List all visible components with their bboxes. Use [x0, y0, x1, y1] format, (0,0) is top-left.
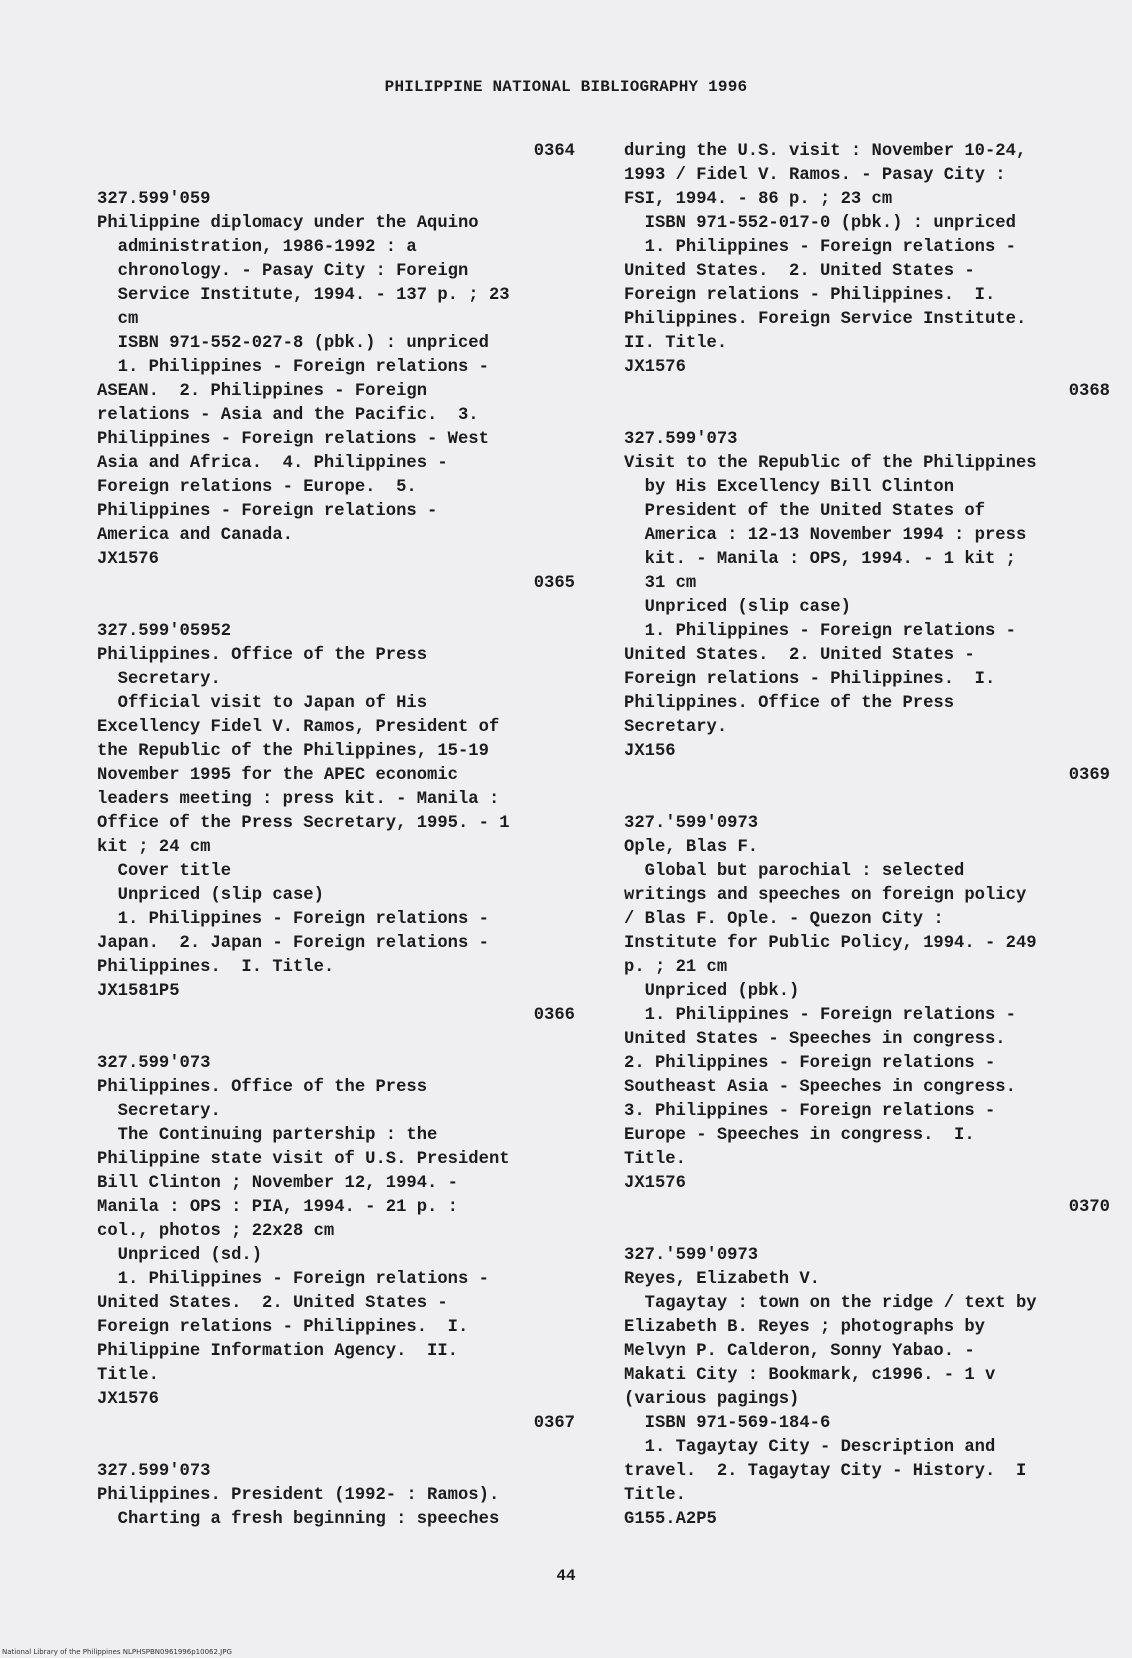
entry-line: Foreign relations - Philippines. I.: [97, 1318, 469, 1337]
entry-line: p. ; 21 cm: [624, 958, 728, 977]
bibliography-entry: [97, 572, 579, 1004]
right-column: [624, 140, 1114, 1532]
entry-line: America and Canada.: [97, 526, 293, 545]
entry-line: Philippines. Office of the Press: [624, 694, 955, 713]
entry-line: Cover title: [97, 862, 232, 881]
entry-line: 1. Tagaytay City - Description and: [624, 1438, 996, 1457]
entry-line: Philippine state visit of U.S. President: [97, 1150, 510, 1169]
entry-line: Philippines - Foreign relations -: [97, 502, 438, 521]
entry-line: Unpriced (pbk.): [624, 982, 800, 1001]
entry-line: Makati City : Bookmark, c1996. - 1 v: [624, 1366, 996, 1385]
entry-line: Official visit to Japan of His: [97, 694, 428, 713]
entry-line: the Republic of the Philippines, 15-19: [97, 742, 489, 761]
entry-line: administration, 1986-1992 : a: [97, 238, 417, 257]
entry-line: 1. Philippines - Foreign relations -: [624, 1006, 1016, 1025]
entry-line: II. Title.: [624, 334, 728, 353]
entry-line: United States. 2. United States -: [624, 262, 975, 281]
entry-line: JX1576: [97, 1390, 159, 1409]
entry-line: Foreign relations - Philippines. I.: [624, 286, 996, 305]
entry-line: United States - Speeches in congress.: [624, 1030, 1006, 1049]
entry-line: Title.: [624, 1150, 686, 1169]
entry-line: Bill Clinton ; November 12, 1994. -: [97, 1174, 458, 1193]
entry-line: 327.599'073: [97, 1054, 211, 1073]
entry-line: Tagaytay : town on the ridge / text by: [624, 1294, 1037, 1313]
entry-line: Reyes, Elizabeth V.: [624, 1270, 820, 1289]
entry-line: JX1576: [624, 358, 686, 377]
entry-line: Philippines. President (1992- : Ramos).: [97, 1486, 500, 1505]
entry-line: Secretary.: [624, 718, 728, 737]
entry-line: during the U.S. visit : November 10-24,: [624, 142, 1027, 161]
entry-line: Melvyn P. Calderon, Sonny Yabao. -: [624, 1342, 975, 1361]
entry-line: Title.: [97, 1366, 159, 1385]
entry-line: Title.: [624, 1486, 686, 1505]
bibliography-entry: [97, 1412, 579, 1532]
entry-line: JX1576: [97, 550, 159, 569]
entry-line: Institute for Public Policy, 1994. - 249: [624, 934, 1037, 953]
entry-line: The Continuing partership : the: [97, 1126, 438, 1145]
entry-line: 327.599'073: [97, 1462, 211, 1481]
entry-number: 0369: [1068, 766, 1110, 785]
entry-line: 3. Philippines - Foreign relations -: [624, 1102, 996, 1121]
entry-spacer: [97, 164, 579, 188]
entry-line: Philippines. I. Title.: [97, 958, 335, 977]
entry-spacer: [97, 596, 579, 620]
entry-line: Philippines - Foreign relations - West: [97, 430, 489, 449]
entry-line: Philippines. Office of the Press: [97, 646, 428, 665]
entry-line: Manila : OPS : PIA, 1994. - 21 p. :: [97, 1198, 458, 1217]
entry-line: Foreign relations - Europe. 5.: [97, 478, 417, 497]
entry-line: Global but parochial : selected: [624, 862, 965, 881]
scan-credit: National Library of the Philippines NLPHSPBN0961996p10062.JPG: [2, 1648, 232, 1656]
entry-spacer: [624, 788, 1114, 812]
entry-line: 1. Philippines - Foreign relations -: [97, 358, 489, 377]
entry-line: Japan. 2. Japan - Foreign relations -: [97, 934, 489, 953]
entry-line: Ople, Blas F.: [624, 838, 759, 857]
entry-line: 327.'599'0973: [624, 1246, 759, 1265]
bibliography-entry: [624, 140, 1114, 380]
entry-line: ASEAN. 2. Philippines - Foreign: [97, 382, 428, 401]
entry-line: ISBN 971-552-017-0 (pbk.) : unpriced: [624, 214, 1016, 233]
entry-line: Elizabeth B. Reyes ; photographs by: [624, 1318, 985, 1337]
entry-line: 1993 / Fidel V. Ramos. - Pasay City :: [624, 166, 1006, 185]
entry-line: cm: [97, 310, 139, 329]
entry-line: Philippines. Office of the Press: [97, 1078, 428, 1097]
entry-line: Service Institute, 1994. - 137 p. ; 23: [97, 286, 510, 305]
entry-line: kit ; 24 cm: [97, 838, 211, 857]
entry-line: / Blas F. Ople. - Quezon City :: [624, 910, 944, 929]
entry-line: Asia and Africa. 4. Philippines -: [97, 454, 448, 473]
entry-line: FSI, 1994. - 86 p. ; 23 cm: [624, 190, 893, 209]
entry-line: Charting a fresh beginning : speeches: [97, 1510, 500, 1529]
entry-line: Unpriced (slip case): [97, 886, 324, 905]
entry-line: November 1995 for the APEC economic: [97, 766, 458, 785]
entry-line: Excellency Fidel V. Ramos, President of: [97, 718, 500, 737]
entry-line: 327.'599'0973: [624, 814, 759, 833]
entry-line: 1. Philippines - Foreign relations -: [97, 910, 489, 929]
entry-line: Philippine diplomacy under the Aquino: [97, 214, 479, 233]
entry-line: 1. Philippines - Foreign relations -: [624, 238, 1016, 257]
entry-line: Unpriced (slip case): [624, 598, 851, 617]
entry-line: col., photos ; 22x28 cm: [97, 1222, 335, 1241]
entry-spacer: [624, 404, 1114, 428]
entry-line: United States. 2. United States -: [97, 1294, 448, 1313]
entry-spacer: [97, 1436, 579, 1460]
entry-line: Philippines. Foreign Service Institute.: [624, 310, 1027, 329]
entry-line: JX1576: [624, 1174, 686, 1193]
entry-line: Office of the Press Secretary, 1995. - 1: [97, 814, 510, 833]
entry-line: Unpriced (sd.): [97, 1246, 263, 1265]
entry-number: 0365: [533, 574, 575, 593]
entry-line: relations - Asia and the Pacific. 3.: [97, 406, 479, 425]
entry-line: (various pagings): [624, 1390, 800, 1409]
entry-number: 0364: [533, 142, 575, 161]
entry-line: America : 12-13 November 1994 : press: [624, 526, 1027, 545]
entry-spacer: [97, 1028, 579, 1052]
entry-line: ISBN 971-569-184-6: [624, 1414, 831, 1433]
entry-line: Foreign relations - Philippines. I.: [624, 670, 996, 689]
entry-line: Secretary.: [97, 670, 221, 689]
entry-line: Secretary.: [97, 1102, 221, 1121]
entry-line: chronology. - Pasay City : Foreign: [97, 262, 469, 281]
bibliography-entry: [624, 1196, 1114, 1532]
entry-line: 327.599'059: [97, 190, 211, 209]
bibliography-entry: [97, 140, 579, 572]
entry-line: ISBN 971-552-027-8 (pbk.) : unpriced: [97, 334, 489, 353]
entry-line: travel. 2. Tagaytay City - History. I: [624, 1462, 1027, 1481]
left-column: [97, 140, 579, 1532]
bibliography-entry: [624, 380, 1114, 764]
entry-line: 1. Philippines - Foreign relations -: [97, 1270, 489, 1289]
entry-line: Southeast Asia - Speeches in congress.: [624, 1078, 1016, 1097]
entry-line: President of the United States of: [624, 502, 985, 521]
entry-line: writings and speeches on foreign policy: [624, 886, 1027, 905]
entry-line: by His Excellency Bill Clinton: [624, 478, 955, 497]
entry-line: Europe - Speeches in congress. I.: [624, 1126, 975, 1145]
entry-number: 0366: [533, 1006, 575, 1025]
entry-line: 327.599'05952: [97, 622, 232, 641]
page-header: PHILIPPINE NATIONAL BIBLIOGRAPHY 1996: [384, 78, 748, 96]
entry-number: 0370: [1068, 1198, 1110, 1217]
page-number: 44: [556, 1567, 576, 1585]
entry-line: Philippine Information Agency. II.: [97, 1342, 458, 1361]
entry-line: JX156: [624, 742, 676, 761]
entry-line: United States. 2. United States -: [624, 646, 975, 665]
entry-line: 327.599'073: [624, 430, 738, 449]
entry-number: 0367: [533, 1414, 575, 1433]
entry-line: G155.A2P5: [624, 1510, 717, 1529]
entry-line: kit. - Manila : OPS, 1994. - 1 kit ;: [624, 550, 1016, 569]
entry-line: 2. Philippines - Foreign relations -: [624, 1054, 996, 1073]
bibliography-entry: [97, 1004, 579, 1412]
bibliography-entry: [624, 764, 1114, 1196]
entry-line: Visit to the Republic of the Philippines: [624, 454, 1037, 473]
entry-line: JX1581P5: [97, 982, 180, 1001]
entry-line: leaders meeting : press kit. - Manila :: [97, 790, 500, 809]
entry-number: 0368: [1068, 382, 1110, 401]
entry-line: 31 cm: [624, 574, 697, 593]
entry-line: 1. Philippines - Foreign relations -: [624, 622, 1016, 641]
entry-spacer: [624, 1220, 1114, 1244]
